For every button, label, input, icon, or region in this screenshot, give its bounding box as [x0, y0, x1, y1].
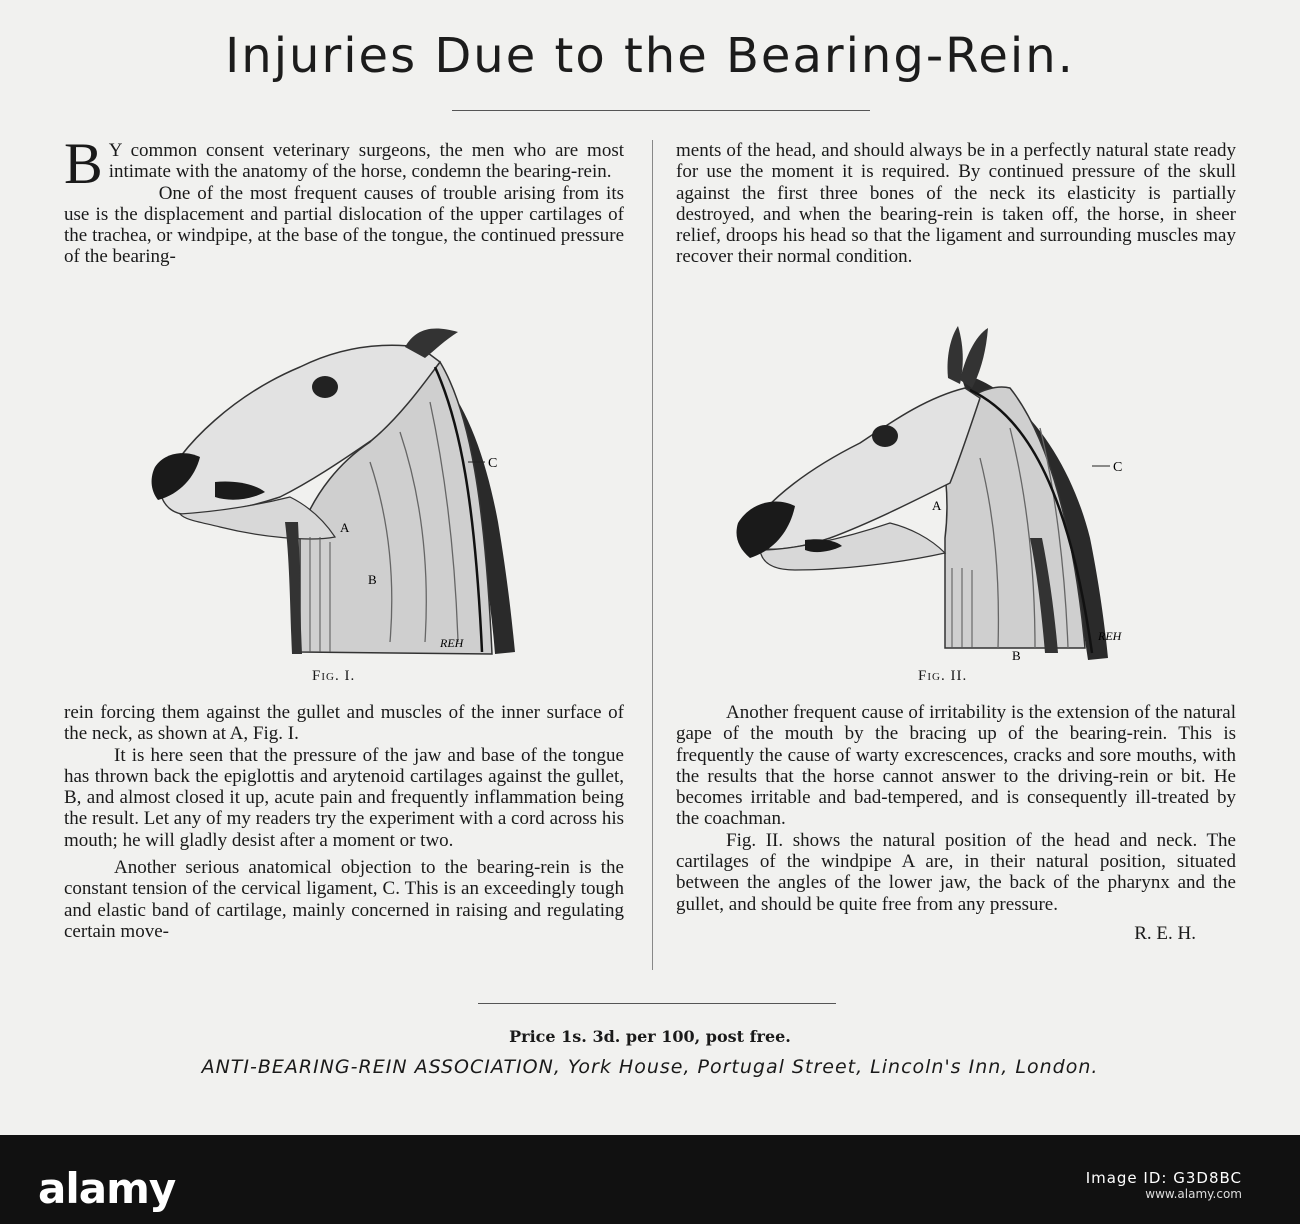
image-id: Image ID: G3D8BC — [1085, 1169, 1242, 1187]
author-signature: R. E. H. — [1134, 922, 1196, 944]
drop-cap: B — [64, 131, 103, 196]
right-column-bottom — [676, 702, 1236, 944]
left-column-bottom — [64, 702, 624, 942]
label-c: C — [488, 456, 498, 471]
label-b: B — [1012, 648, 1021, 663]
label-b: B — [368, 572, 377, 587]
paragraph-continuation: ments of the head, and should always be in a perfectly natural state ready for use the moment it is required. By continued pressure of the skull against the first three bones of the neck its elasticity is partially destroyed, and when the bearing-rein is taken off, the horse, in sheer relief, droops his head so that the ligament and surrounding muscles may recover their normal condition. — [676, 140, 1236, 268]
label-c: C — [1113, 460, 1123, 475]
artist-initials: REH — [1098, 629, 1122, 643]
title-rule — [452, 110, 870, 111]
paragraph-objection: Another serious anatomical objection to the bearing-rein is the constant tension of the cervical ligament, C. This is an exceedingly tough and elastic band of cartilage, mainly concerned in raising and regulating certain move- — [64, 857, 624, 942]
paragraph-natural-position: Fig. II. shows the natural position of the head and neck. The cartilages of the windpipe A are, in their natural position, situated between the angles of the lower jaw, the back of the pharynx and the gullet, and should be quite free from any pressure. — [676, 829, 1236, 915]
price-line: Price 1s. 3d. per 100, post free. — [509, 1027, 791, 1046]
ear-left — [947, 326, 962, 384]
eye-socket — [872, 425, 898, 447]
page-title: Injuries Due to the Bearing-Rein. — [225, 28, 1075, 84]
figure-2-illustration — [720, 318, 1150, 663]
paragraph-causes: One of the most frequent causes of trouble arising from its use is the displacement and partial dislocation of the upper cartilages of the trachea, or windpipe, at the base of the tongue, the continued pressure of the bearing- — [64, 182, 624, 268]
ear-right — [960, 328, 988, 388]
association-address: ANTI-BEARING-REIN ASSOCIATION, York House, Portugal Street, Lincoln's Inn, London. — [201, 1056, 1099, 1078]
paragraph-pressure: It is here seen that the pressure of the jaw and base of the tongue has thrown back the epiglottis and arytenoid cartilages against the gullet, B, and almost closed it up, acute pain and frequently inflammation being the result. Let any of my readers try the experiment with a cord across his mouth; he will gladly desist after a moment or two. — [64, 744, 624, 851]
figure-1-illustration — [140, 322, 540, 658]
figure-2-caption: Fig. II. — [918, 668, 968, 684]
label-a: A — [932, 498, 942, 513]
watermark-band — [0, 1158, 1300, 1224]
footer-rule — [478, 1003, 836, 1004]
paragraph-irritability: Another frequent cause of irritability is the extension of the natural gape of the mouth by the bracing up of the bearing-rein. This is frequently the cause of warty excrescences, cracks and sore mouths, with the results that the horse cannot answer to the driving-rein or bit. He becomes irritable and bad-tempered, and is consequently ill-treated by the coachman. — [676, 702, 1236, 830]
label-a: A — [340, 520, 350, 535]
horse-head-natural — [737, 326, 1109, 660]
watermark-url: www.alamy.com — [1145, 1187, 1242, 1201]
left-column-top — [64, 131, 624, 268]
paragraph-intro — [64, 131, 624, 196]
right-column-top — [676, 140, 1236, 268]
figure-1-caption: Fig. I. — [312, 668, 356, 684]
horse-head-raised — [152, 328, 515, 654]
artist-initials: REH — [440, 636, 464, 650]
paragraph-intro-text: Y common consent veterinary surgeons, the men who are most intimate with the anatomy of the horse, condemn the bearing-rein. — [108, 140, 624, 183]
column-divider — [652, 140, 653, 970]
alamy-logo: alamy — [38, 1164, 176, 1213]
eye-socket — [312, 376, 338, 398]
paragraph-rein-forcing: rein forcing them against the gullet and muscles of the inner surface of the neck, as shown at A, Fig. I. — [64, 702, 624, 745]
watermark-info — [1086, 1170, 1242, 1202]
